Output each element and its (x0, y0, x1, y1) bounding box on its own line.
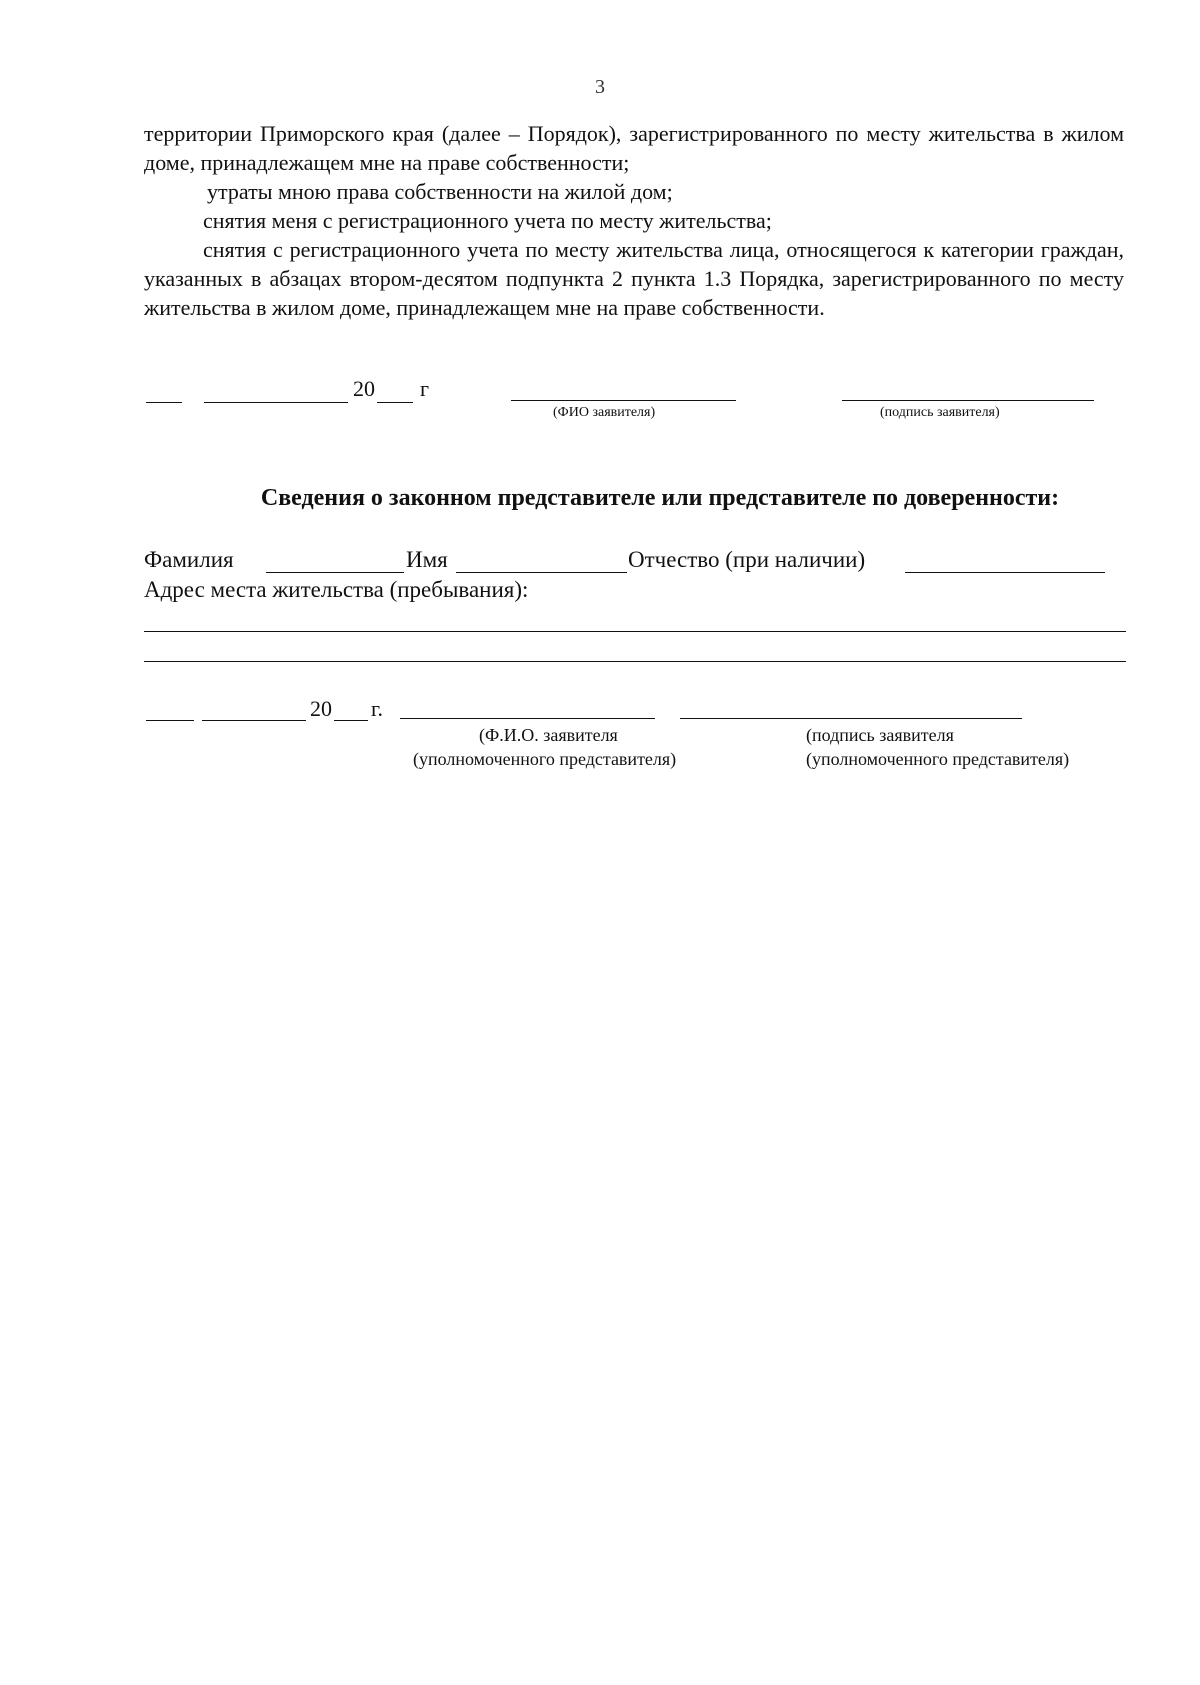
year-blank[interactable] (377, 402, 413, 403)
applicant-fio-caption: (ФИО заявителя) (553, 405, 656, 420)
address-label: Адрес места жительства (пребывания): (144, 577, 529, 602)
rep-fio-caption-line1: (Ф.И.О. заявителя (479, 725, 618, 745)
patronymic-field[interactable] (905, 572, 1105, 573)
surname-label: Фамилия (144, 547, 234, 572)
rep-day-blank[interactable] (146, 720, 194, 721)
year-suffix: г (420, 376, 430, 401)
rep-year-prefix: 20 (310, 696, 332, 721)
day-blank[interactable] (146, 402, 182, 403)
rep-signature-caption-line1: (подпись заявителя (806, 725, 954, 745)
applicant-signature-caption: (подпись заявителя) (880, 405, 1000, 420)
rep-signature-line[interactable] (680, 718, 1022, 719)
applicant-signature-line[interactable] (842, 400, 1094, 401)
address-field-line-1[interactable] (144, 631, 1126, 632)
name-label: Имя (406, 547, 448, 572)
rep-year-blank[interactable] (334, 720, 368, 721)
address-field-line-2[interactable] (144, 661, 1126, 662)
month-blank[interactable] (204, 402, 348, 403)
body-text (144, 119, 1124, 322)
paragraph-deregistration-self: снятия меня с регистрационного учета по месту жительства; (203, 208, 772, 233)
year-prefix: 20 (353, 376, 375, 401)
surname-field[interactable] (266, 572, 404, 573)
rep-year-suffix: г. (371, 696, 384, 721)
paragraph-territory: территории Приморского края (далее – Порядок), зарегистрированного по месту жительства в жилом доме, принадлежащем мне на праве собственности; (144, 121, 1124, 175)
rep-signature-caption (806, 723, 1069, 771)
rep-fio-caption (413, 723, 676, 771)
representative-heading: Сведения о законном представителе или представителе по доверенности: (260, 485, 1060, 511)
applicant-fio-line[interactable] (511, 400, 736, 401)
rep-fio-line[interactable] (400, 718, 655, 719)
name-field[interactable] (456, 572, 627, 573)
rep-fio-caption-line2: (уполномоченного представителя) (413, 749, 677, 769)
rep-month-blank[interactable] (202, 720, 306, 721)
paragraph-deregistration-other: снятия с регистрационного учета по месту жительства лица, относящегося к категории граждан, указанных в абзацах втором-десятом подпункта 2 пункта 1.3 Порядка, зарегистрированного по месту жительства в жилом доме, принадлежащем мне на праве собственности. (144, 237, 1124, 320)
page-number: 3 (595, 76, 605, 98)
patronymic-label: Отчество (при наличии) (628, 547, 866, 572)
paragraph-loss-of-ownership: утраты мною права собственности на жилой дом; (207, 179, 673, 204)
rep-signature-caption-line2: (уполномоченного представителя) (806, 749, 1070, 769)
